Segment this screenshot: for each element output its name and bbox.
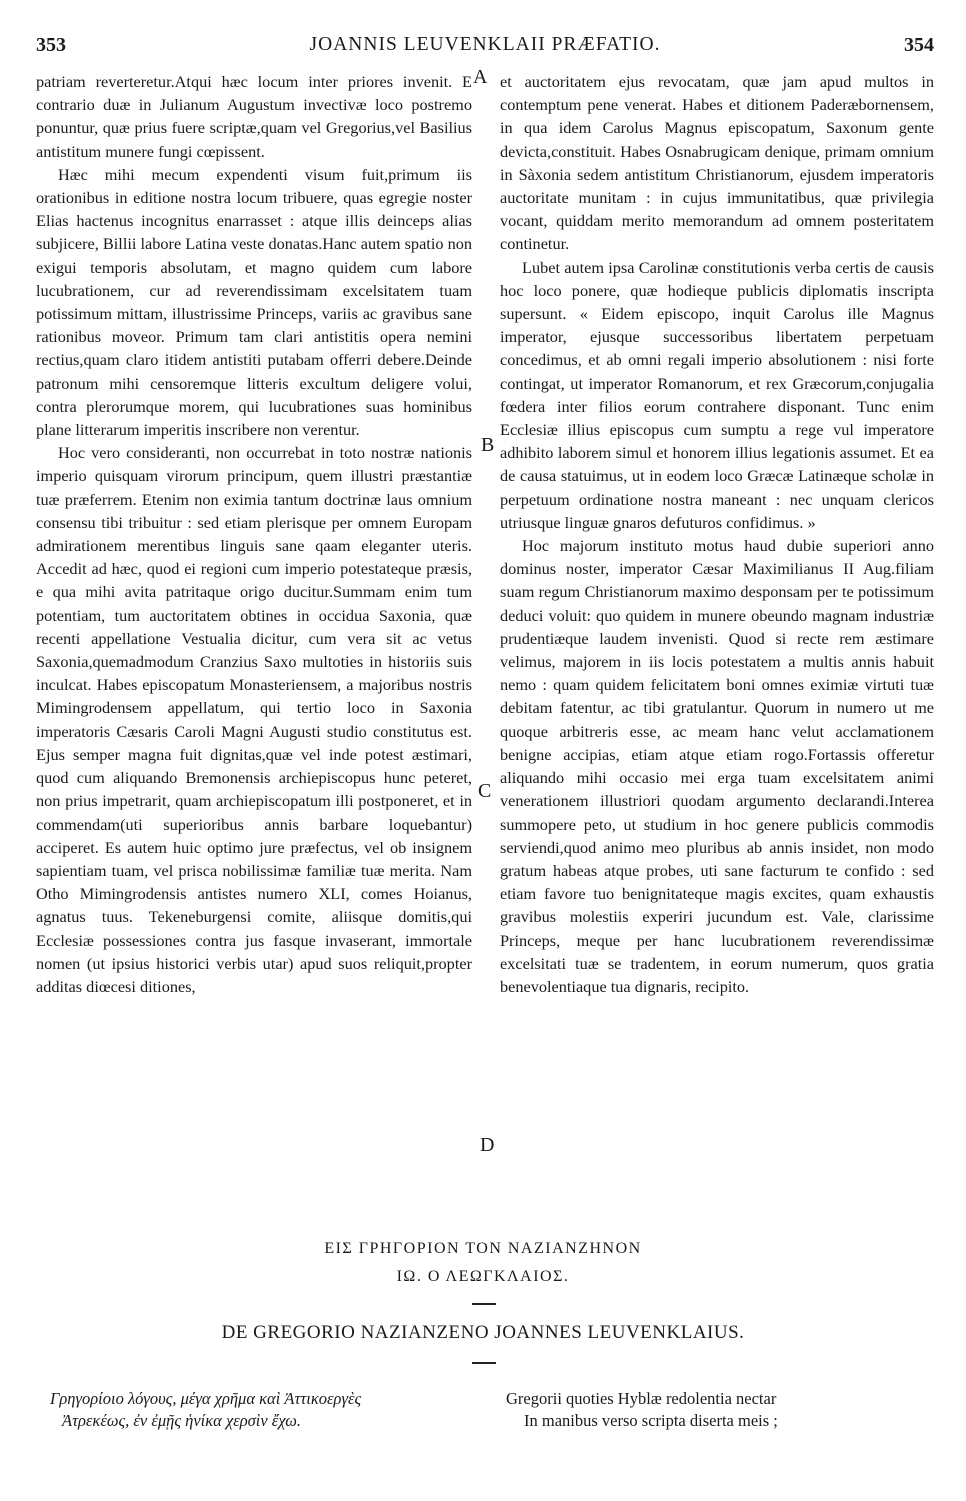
margin-letter-a: A: [473, 66, 488, 88]
latin-verse: [506, 1388, 926, 1432]
page-header: [36, 34, 934, 60]
divider-rule: [472, 1303, 496, 1305]
paragraph: Hoc vero consideranti, non occurrebat in toto nostræ nationis imperio quisquam virorum principum, quem illustri præstantiæ tuæ præferrem. Etenim non eximia tantum doctrinæ laus omnium consensu tibi tribuitur : sed etiam plerisque per omnem Europam admirationem merentibus linguis sane qaam eleganter uteris. Accedit ad hæc, quod ei regioni cum imperio potestateque præsis, e qua mihi avita patritaque origo ducitur.Summam enim tum potentiam, tum auctoritatem obtines in occidua Saxonia, quæ recenti appellatione Vestualia dicitur, cum vera sit ac vetus Saxonia,quemadmodum Cranzius Saxo multoties in historiis suis inculcat. Habes episcopatum Monasteriensem, a majoribus nostris Mimingrodensem appellatum, qui tertio loco in Saxonia imperatoris Cæsaris Caroli Magni Augusti studio constitutus est. Ejus semper magna fuit dignitas,quæ vel inde potest æstimari, quod cum aliquando Bremonensis archiepiscopus hunc peteret, non prius impetrarit, quam archiepiscopatum illi postponeret, et in commendam(uti superioribus annis barbare loquebantur) acciperet. Es autem huic optimo jure præfectus, vel ob insignem sapientiam tuam, vel prisca nobilissimæ familiæ tuæ merita. Nam Otho Mimingrodensis antistes numero XLI, comes Hoianus, agnatus tuus. Tekeneburgensi comite, aliisque domitis,qui Ecclesiæ possessiones contra jus fasque invaserant, immortale nomen (ut ipsius historici verbis utar) apud suos reliquit,propter additas diœcesi ditiones,: [36, 443, 472, 996]
greek-verse: [50, 1388, 470, 1432]
right-column: [500, 70, 934, 998]
verse-line: Γρηγορίοιο λόγους, μέγα χρῆμα καὶ Ἀττικοεργὲς: [50, 1389, 362, 1408]
page-number-left: 353: [36, 34, 66, 56]
margin-letter-c: C: [478, 780, 492, 802]
margin-letter-b: B: [481, 434, 495, 456]
margin-letter-d: D: [480, 1134, 495, 1156]
paragraph: et auctoritatem ejus revocatam, quæ jam apud multos in contemptum pene venerat. Habes et ditionem Paderæbornensem, in qua idem Carolus Magnus episcopatum, Saxonum gente devicta,constituit. Habes Osnabrugicam denique, primam omnium in Sàxonia sedem antistitum Christianorum, ejusdem imperatoris auctoritate munitam : in cujus immunitatibus, quæ privilegia vocant, quiddam merito memorandum ad omnem posteritatem continetur.: [500, 72, 934, 254]
paragraph: patriam reverteretur.Atqui hæc locum inter priores invenit. E contrario duæ in Julianum Augustum invectivæ loco postremo ponuntur, quæ prius fuere scriptæ,quam vel Gregorius,vel Basilius antistitum munere fungi cœpissent.: [36, 72, 472, 161]
verse-line: Gregorii quoties Hyblæ redolentia nectar: [506, 1389, 777, 1408]
page-number-right: 354: [904, 34, 934, 56]
latin-heading: DE GREGORIO NAZIANZENO JOANNES LEUVENKLAIUS.: [221, 1322, 745, 1343]
paragraph: Hoc majorum instituto motus haud dubie superiori anno dominus noster, imperator Cæsar Maximilianus II Aug.filiam suam regum Christianorum maximo desponsam per te potissimum deduci voluit: quo quidem in munere obeundo magnam industriæ prudentiæque laudem invenisti. Quod si recte rem æstimare velimus, majorem in iis locis potestatem a multis annis habuit nemo : quam quidem felicitatem boni omnes eximiæ virtuti tuæ debitam fatentur, ac tibi gratulantur. Quorum in numero ut me quoque arbitreris esse, ac meam hanc velut acclamationem benigne accipias, etiam atque etiam rogo.Fortassis offeretur aliquando mihi occasio mei erga tuam excelsitatem animi venerationem illustriori quodam argumento declarandi.Interea summopere peto, ut studium in hoc genere publicis commodis serviendi,quod animo meo pluribus ab annis insidet, non modo gratum habeas atque probes, uti sane facturum te confido : sed etiam favore tuo benignitateque magis excites, quam exhaustis gravibus molestiis experiri jucundum est. Vale, clarissime Princeps, meque per hanc lucubrationem reverendissimæ excelsitati tuæ se tradentem, in eorum numerum, quos gratia benevolentiaque tua dignaris, recipito.: [500, 536, 934, 996]
greek-heading: ΕΙΣ ΓΡΗΓΟΡΙΟΝ ΤΟΝ ΝΑΖΙΑΝΖΗΝΟΝ: [324, 1240, 642, 1257]
verse-line: Ἀτρεκέως, ἐν ἐμῇς ἡνίκα χερσὶν ἔχω.: [62, 1411, 302, 1430]
verse-line: In manibus verso scripta diserta meis ;: [524, 1411, 778, 1430]
paragraph: Hæc mihi mecum expendenti visum fuit,primum iis orationibus in editione nostra locum tribuere, quas egregie noster Elias hactenus incognitus enarrasset : atque illis deinceps alias subjicere, Billii labore Latina veste donatas.Hanc autem spatio non exigui temporis absolutam, et magno quidem cum labore lucubrationem, cur ad reverendissimam excelsitatem tuam potissimum mittam, illustrissime Princeps, variis ac gravibus sane rationibus moveor. Primum tam clari antistitis opera nemini rectius,quam claro itidem antistiti putabam offerri debere.Deinde patronum mihi censoremque litteris excultum deligere volui, contra plerorumque morem, qui lucubrationes suas hominibus plane litterarum imperitis inscribere non verentur.: [36, 164, 472, 440]
divider-rule: [472, 1362, 496, 1364]
left-column: [36, 70, 472, 998]
greek-subheading: ΙΩ. Ο ΛΕΩΓΚΛΑΙΟΣ.: [396, 1268, 570, 1285]
paragraph: Lubet autem ipsa Carolinæ constitutionis verba certis de causis hoc loco ponere, quæ hodieque publicis diplomatis inscripta supersunt. « Eidem episcopo, inquit Carolus ille Magnus imperator, ejusque successoribus libertatem perpetuam concedimus, et ab omni regali imperio absolutionem : nisi forte contingat, ut imperator Romanorum, et rex Græcorum,conjugalia fœdera inter filios eorum contrahere disponant. Tunc enim Ecclesiæ illius episcopus cum sumptu a rege vul imperatore adhibito laborem simul et honorem illius legationis assumet. Et ea de causa statuimus, ut in eodem loco Græcæ Latinæque scholæ in perpetuum ordinatione nostra maneant : nec unquam clericos utriusque linguæ gnaros defuturos confidimus. »: [500, 257, 934, 532]
running-title: JOANNIS LEUVENKLAII PRÆFATIO.: [309, 34, 661, 55]
